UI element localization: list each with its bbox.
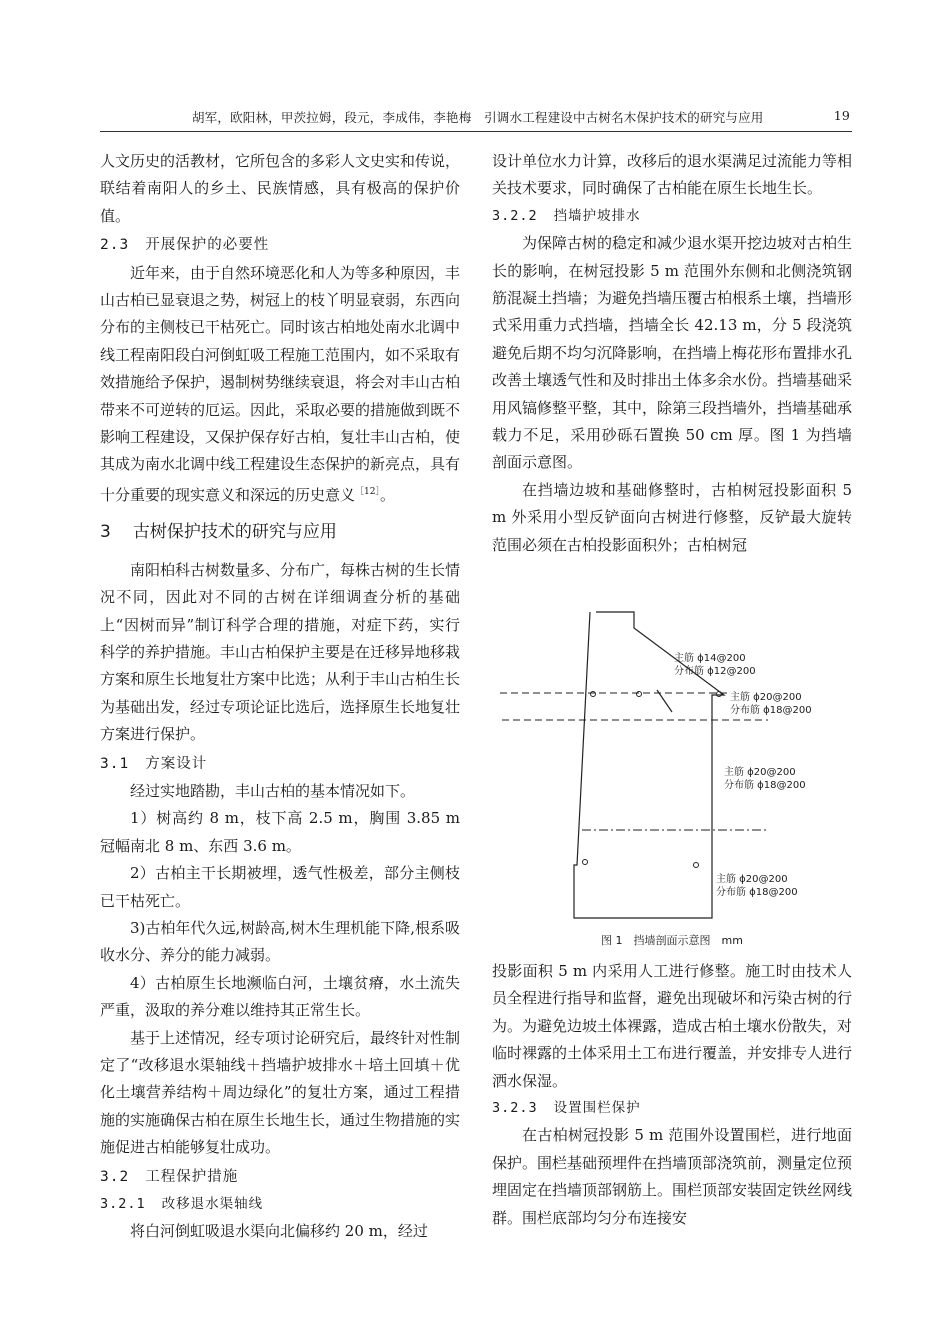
wall-section-drawing	[492, 600, 852, 930]
paragraph: 在古柏树冠投影 5 m 范围外设置围栏，进行地面保护。围栏基础预埋件在挡墙顶部浇筑前，测量定位预埋固定在挡墙顶部钢筋上。围栏顶部安装固定铁丝网线群。围栏底部均匀分布连接安	[492, 1126, 853, 1227]
paragraph: 基于上述情况，经专项讨论研究后，最终针对性制定了“改移退水渠轴线＋挡墙护坡排水＋培土回填＋优化土壤营养结构＋周边绿化”的复壮方案，通过工程措施的实施确保古柏在原生长地生长，通过生物措施的实施促进古柏能够复壮成功。	[100, 1028, 461, 1157]
list-item: 1）树高约 8 m，枝下高 2.5 m，胸围 3.85 m 冠幅南北 8 m、东西 3.6 m。	[100, 809, 460, 855]
paragraph: 设计单位水力计算，改移后的退水渠满足过流能力等相关技术要求，同时确保了古柏能在原生长地生长。	[492, 152, 853, 198]
paragraph-text: 近年来，由于自然环境恶化和人为等多种原因，丰山古柏已显衰退之势，树冠上的枝丫明显衰弱，东西向分布的主侧枝已干枯死亡。同时该古柏地处南水北调中线工程南阳段白河倒虹吸工程施工范围内，如不采取有效措施给予保护，遏制树势继续衰退，将会对丰山古柏带来不可逆转的厄运。因此，采取必要的措施做到既不影响工程建设，又保护保存好古柏，复壮丰山古柏，使其成为南水北调中线工程建设生态保护的新亮点，具有十分重要的现实意义和深远的历史意义	[100, 263, 461, 504]
main-rebar-label: 主筋 ϕ20@200	[724, 767, 796, 778]
section-number: 3.2.2	[492, 207, 538, 224]
main-rebar-label: 主筋 ϕ20@200	[716, 874, 788, 885]
list-item: 2）古柏主干长期被埋，透气性极差，部分主侧枝已干枯死亡。	[100, 864, 460, 910]
dist-rebar-label: 分布筋 ϕ18@200	[716, 887, 798, 898]
list-item: 3)古柏年代久远,树龄高,树木生理机能下降,根系吸收水分、养分的能力减弱。	[100, 918, 460, 965]
citation-ref: ［12］	[355, 486, 380, 497]
rebar-label-4	[716, 873, 798, 899]
right-column	[492, 148, 852, 559]
right-column-continued	[492, 958, 852, 1232]
section-heading-3-1	[100, 751, 460, 778]
paragraph-end: 。	[379, 485, 395, 504]
rebar-label-3	[724, 766, 806, 792]
main-rebar-label: 主筋 ϕ14@200	[674, 653, 746, 664]
section-title: 改移退水渠轴线	[161, 1196, 264, 1213]
section-heading-3	[100, 519, 460, 546]
section-title: 挡墙护坡排水	[553, 207, 641, 224]
paragraph: 为保障古树的稳定和减少退水渠开挖边坡对古柏生长的影响，在树冠投影 5 m 范围外东侧和北侧浇筑钢筋混凝土挡墙；为避免挡墙压覆古柏根系土壤，挡墙形式采用重力式挡墙，挡墙全长 42.13 m，分 5 段浇筑避免后期不均匀沉降影响，在挡墙上梅花形布置排水孔改善土壤透气性和及时排出土体多余水份。挡墙基础采用风镐修整平整，其中，除第三段挡墙外，挡墙基础承载力不足，采用砂砾石置换 50 cm 厚。图 1 为挡墙剖面示意图。	[492, 234, 853, 472]
paragraph	[100, 260, 460, 510]
figure-1-retaining-wall-section	[492, 600, 852, 950]
section-heading-3-2-2	[492, 203, 852, 230]
dist-rebar-label: 分布筋 ϕ18@200	[724, 780, 806, 791]
paragraph: 投影面积 5 m 内采用人工进行修整。施工时由技术人员全程进行指导和监督，避免出现破坏和污染古树的行为。为避免边坡土体裸露，造成古柏土壤水份散失，对临时裸露的土体采用土工布进行覆盖，并安排专人进行洒水保湿。	[492, 962, 853, 1090]
section-heading-3-2-1	[100, 1191, 460, 1218]
dist-rebar-label: 分布筋 ϕ12@200	[674, 666, 756, 677]
header-authors-title: 胡军，欧阳林，甲茨拉姆，段元，李成伟，李艳梅 引调水工程建设中古树名木保护技术的研究与应用	[192, 110, 764, 125]
section-title: 设置围栏保护	[553, 1100, 641, 1117]
running-header	[100, 108, 852, 128]
section-heading-2-3	[100, 232, 460, 259]
section-title: 工程保护措施	[145, 1168, 239, 1185]
rebar-dot	[717, 692, 722, 697]
section-number: 3.1	[100, 755, 130, 772]
rebar-dot	[583, 860, 588, 865]
main-rebar-label: 主筋 ϕ20@200	[730, 692, 802, 703]
section-title: 方案设计	[145, 755, 208, 772]
rebar-dot	[694, 863, 699, 868]
list-item: 4）古柏原生长地濒临白河，土壤贫瘠，水土流失严重，汲取的养分难以维持其正常生长。	[100, 973, 460, 1020]
section-number: 3.2.1	[100, 1196, 146, 1213]
header-rule	[100, 131, 852, 132]
dist-rebar-label: 分布筋 ϕ18@200	[730, 705, 812, 716]
section-title: 开展保护的必要性	[145, 237, 270, 254]
section-number: 3.2	[100, 1168, 130, 1185]
section-number: 2.3	[100, 237, 130, 254]
rebar-label-2	[730, 691, 812, 717]
rebar-dot	[637, 692, 642, 697]
section-number: 3	[100, 522, 111, 543]
paragraph: 人文历史的活教材，它所包含的多彩人文史实和传说，联结着南阳人的乡土、民族情感，具有极高的保护价值。	[100, 152, 461, 225]
section-title: 古树保护技术的研究与应用	[132, 522, 337, 543]
section-heading-3-2	[100, 1164, 460, 1191]
rebar-dot	[591, 692, 596, 697]
left-column	[100, 148, 460, 1246]
paragraph: 在挡墙边坡和基础修整时，古柏树冠投影面积 5 m 外采用小型反铲面向古树进行修整，反铲最大旋转范围必须在古柏投影面积外；古柏树冠	[492, 480, 852, 554]
rebar-label-1	[674, 652, 756, 678]
page-number: 19	[833, 108, 850, 123]
paragraph: 经过实地踏勘，丰山古柏的基本情况如下。	[130, 781, 416, 800]
figure-caption: 图 1 挡墙剖面示意图 mm	[601, 934, 743, 947]
paragraph: 南阳柏科古树数量多、分布广，每株古树的生长情况不同，因此对不同的古树在详细调查分析的基础上“因树而异”制订科学合理的措施，对症下药，实行科学的养护措施。丰山古柏保护主要是在迁移异地移栽方案和原生长地复壮方案中比选；从利于丰山古柏生长为基础出发，经过专项论证比选后，选择原生长地复壮方案进行保护。	[100, 560, 461, 744]
section-number: 3.2.3	[492, 1100, 538, 1117]
section-heading-3-2-3	[492, 1095, 852, 1122]
paragraph: 将白河倒虹吸退水渠向北偏移约 20 m，经过	[130, 1222, 428, 1241]
